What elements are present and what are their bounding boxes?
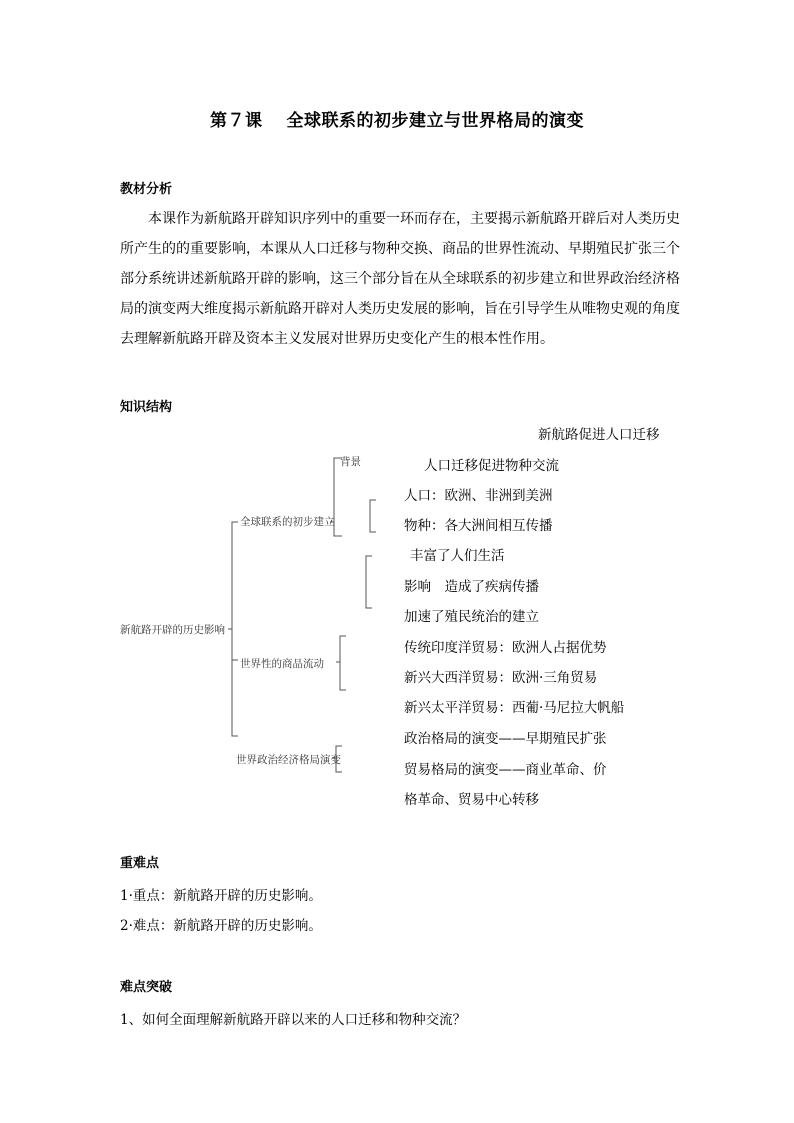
- branch-background: 背景: [340, 456, 361, 468]
- exchange-bracket: [370, 500, 376, 532]
- analysis-text: 本课作为新航路开辟知识序列中的重要一环而存在，主要揭示新航路开辟后对人类历史所产生的的重要影响，本课从人口迁移与物种交换、商品的世界性流动、早期殖民扩张三个部分系统讲述新航路开辟的影响，这三个部分旨在从全球联系的初步建立和世界政治经济格局的演变两大维度揭示新航路开辟对人类历史发展的影响，旨在引导学生从唯物史观的角度去理解新航路开辟及资本主义发展对世界历史变化产生的根本性作用。: [120, 211, 680, 347]
- structure-line: 新航路促进人口迁移: [538, 427, 660, 443]
- breakthrough-item: 1、如何全面理解新航路开辟以来的人口迁移和物种交流？: [120, 1012, 467, 1028]
- structure-root: 新航路开辟的历史影响: [120, 624, 225, 636]
- structure-line: 人口迁移促进物种交流: [424, 458, 559, 474]
- structure-line: 贸易格局的演变——商业革命、价: [404, 762, 607, 778]
- analysis-heading: 教材分析: [120, 182, 173, 197]
- structure-line: 新兴太平洋贸易：西葡·马尼拉大帆船: [404, 700, 625, 716]
- structure-line: 加速了殖民统治的建立: [404, 609, 539, 625]
- breakthrough-heading: 难点突破: [120, 980, 173, 995]
- branch1-bracket: [334, 458, 342, 536]
- branch-political-economic: 世界政治经济格局演变: [236, 754, 341, 766]
- structure-line: 影响 造成了疾病传播: [404, 579, 539, 595]
- structure-line: 丰富了人们生活: [410, 548, 505, 564]
- root-bracket: [232, 522, 238, 736]
- structure-line: 新兴大西洋贸易：欧洲·三角贸易: [404, 670, 598, 686]
- branch2-bracket: [340, 636, 346, 690]
- structure-heading: 知识结构: [120, 400, 173, 415]
- page-title: 第７课 全球联系的初步建立与世界格局的演变: [210, 111, 584, 131]
- branch-commodity-flow: 世界性的商品流动: [240, 658, 324, 670]
- structure-line: 物种：各大洲间相互传播: [404, 518, 553, 534]
- key-points-heading: 重难点: [120, 856, 160, 871]
- structure-line: 政治格局的演变——早期殖民扩张: [404, 731, 607, 747]
- structure-line: 传统印度洋贸易：欧洲人占据优势: [404, 640, 607, 656]
- structure-line: 人口：欧洲、非洲到美洲: [404, 488, 553, 504]
- key-point-item: 1·重点：新航路开辟的历史影响。: [120, 888, 322, 904]
- key-point-item: 2·难点：新航路开辟的历史影响。: [120, 918, 322, 934]
- impact-bracket: [366, 556, 372, 608]
- branch-global-links: 全球联系的初步建立: [240, 516, 335, 528]
- structure-line: 格革命、贸易中心转移: [404, 792, 539, 808]
